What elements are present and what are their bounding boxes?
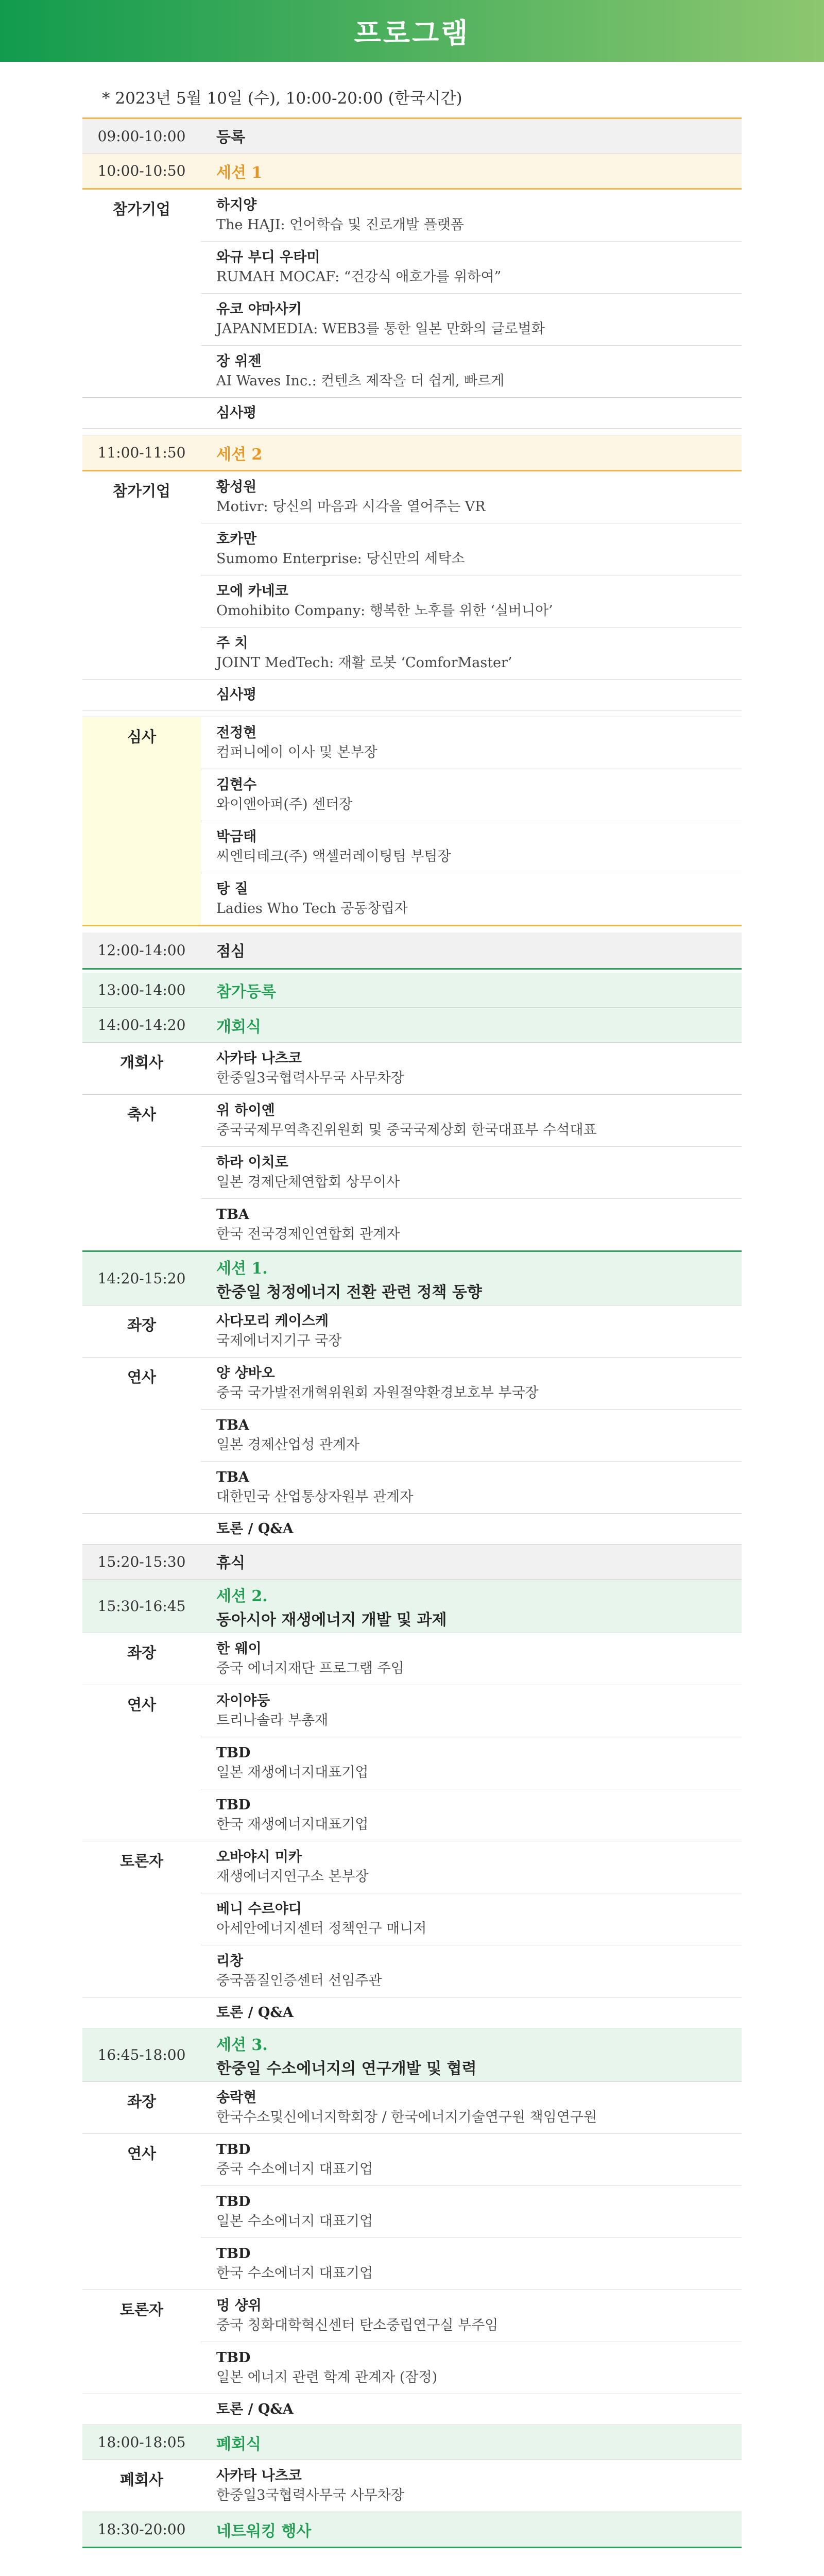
role-label: 토론자: [119, 2301, 164, 2318]
list-item: 베니 수르야디 아세안에너지센터 정책연구 매니저: [201, 1893, 742, 1945]
spacer: [82, 926, 742, 933]
list-item: 주 치 JOINT MedTech: 재활 로봇 ‘ComforMaster’: [216, 635, 512, 671]
list-item: 유코 야마사키 JAPANMEDIA: WEB3를 통한 일본 만화의 글로벌화: [201, 294, 742, 346]
role-label: 좌장: [127, 1644, 157, 1662]
session-title: 동아시아 재생에너지 개발 및 과제: [216, 1611, 447, 1629]
list-item: 하라 이치로 일본 경제단체연합회 상무이사: [201, 1147, 742, 1199]
schedule-table: [82, 117, 742, 2548]
row-networking: [82, 2512, 742, 2548]
row-qa: [82, 1514, 742, 1545]
row-session1-header: [82, 154, 742, 190]
list-item: TBD 중국 수소에너지 대표기업: [201, 2134, 742, 2186]
list-item: 자이야둥 트리나솔라 부총재: [201, 1685, 742, 1737]
list-item: 모에 카네코 Omohibito Company: 행복한 노후를 위한 ‘실버니아’: [201, 575, 742, 628]
list-item: 오바야시 미카 재생에너지연구소 본부장: [201, 1841, 742, 1893]
row-chair: [82, 1633, 742, 1685]
row-qa: [82, 1997, 742, 2028]
row-chair: [82, 2082, 742, 2134]
row-pm-session3-header: [82, 2028, 742, 2082]
role-label: 참가기업: [112, 200, 171, 218]
item-label: 참가등록: [216, 982, 276, 1001]
role-label: 개회사: [119, 1054, 164, 1071]
time-cell: 09:00-10:00: [97, 127, 186, 145]
time-cell: 18:30-20:00: [97, 2521, 186, 2538]
list-item: TBD 일본 수소에너지 대표기업: [201, 2186, 742, 2238]
role-label: 연사: [127, 1696, 157, 1714]
role-label: 연사: [127, 1368, 157, 1386]
list-item: 송락현 한국수소및신에너지학회장 / 한국에너지기술연구원 책임연구원: [216, 2090, 597, 2125]
list-item: 장 위젠 AI Waves Inc.: 컨텐츠 제작을 더 쉽게, 빠르게: [216, 353, 505, 389]
time-cell: 11:00-11:50: [97, 444, 186, 461]
list-item: 호카만 Sumomo Enterprise: 당신만의 세탁소: [201, 523, 742, 575]
row-discussants: [82, 1841, 742, 1997]
review-label: 심사평: [216, 404, 257, 421]
list-item: TBD 한국 재생에너지대표기업: [216, 1797, 369, 1833]
row-afternoon-registration: [82, 973, 742, 1008]
row-session1-review: [82, 398, 742, 429]
row-registration: [82, 117, 742, 154]
role-label: 참가기업: [112, 482, 171, 500]
session-label: 세션 3.: [216, 2036, 268, 2054]
list-item: TBD 일본 재생에너지대표기업: [201, 1737, 742, 1789]
item-label: 등록: [216, 128, 246, 146]
role-label: 폐회사: [119, 2471, 164, 2488]
list-item: 위 하이옌 중국국제무역촉진위원회 및 중국국제상회 한국대표부 수석대표: [201, 1095, 742, 1147]
row-opening-header: [82, 1008, 742, 1043]
time-cell: 14:20-15:20: [97, 1270, 186, 1287]
session-label: 세션 2: [216, 445, 263, 464]
list-item: 멍 샹위 중국 칭화대학혁신센터 탄소중립연구실 부주임: [201, 2290, 742, 2342]
list-item: 리창 중국품질인증센터 선임주관: [216, 1953, 382, 1989]
row-lunch: [82, 933, 742, 970]
list-item: 사카타 나츠코 한중일3국협력사무국 사무차장: [216, 1050, 404, 1086]
list-item: TBA 대한민국 산업통상자원부 관계자: [216, 1469, 414, 1505]
session-label: 폐회식: [216, 2435, 261, 2453]
list-item: 김현수 와이앤아퍼(주) 센터장: [201, 769, 742, 821]
time-cell: 15:30-16:45: [97, 1598, 186, 1615]
list-item: 와규 부디 우타미 RUMAH MOCAF: “건강식 애호가를 위하여”: [201, 242, 742, 294]
row-pm-session1-header: [82, 1252, 742, 1306]
event-date: * 2023년 5월 10일 (수), 10:00-20:00 (한국시간): [102, 89, 462, 108]
row-session1-participants: [82, 190, 742, 398]
list-item: 황성원 Motivr: 당신의 마음과 시각을 열어주는 VR: [201, 471, 742, 523]
list-item: TBD 한국 수소에너지 대표기업: [216, 2246, 373, 2281]
row-qa: [82, 2394, 742, 2425]
row-opening-remarks: [82, 1043, 742, 1095]
time-cell: 14:00-14:20: [97, 1016, 186, 1033]
time-cell: 12:00-14:00: [97, 942, 186, 959]
session-title: 한중일 청정에너지 전환 관련 정책 동향: [216, 1283, 482, 1301]
qa-label: 토론 / Q&A: [216, 2004, 294, 2021]
list-item: 한 웨이 중국 에너지재단 프로그램 주임: [216, 1641, 404, 1676]
list-item: TBA 일본 경제산업성 관계자: [201, 1410, 742, 1462]
session-label: 세션 2.: [216, 1587, 268, 1605]
time-cell: 15:20-15:30: [97, 1553, 186, 1570]
role-label: 토론자: [119, 1852, 164, 1870]
row-speakers: [82, 1358, 742, 1514]
session-title: 한중일 수소에너지의 연구개발 및 협력: [216, 2059, 477, 2078]
time-cell: 13:00-14:00: [97, 981, 186, 998]
row-pm-session2-header: [82, 1580, 742, 1633]
row-closing-remarks: [82, 2460, 742, 2512]
session-label: 개회식: [216, 1018, 261, 1036]
item-label: 휴식: [216, 1554, 246, 1571]
list-item: 사다모리 케이스케 국제에너지기구 국장: [216, 1313, 342, 1349]
row-session2-header: [82, 435, 742, 471]
session-label: 세션 1: [216, 163, 263, 182]
list-item: 양 샹바오 중국 국가발전개혁위원회 자원절약환경보호부 부국장: [201, 1358, 742, 1410]
row-judges: [82, 717, 742, 926]
list-item: 박금태 씨엔티테크(주) 액셀러레이팅팀 부팀장: [201, 821, 742, 873]
qa-label: 토론 / Q&A: [216, 1520, 294, 1537]
row-speakers: [82, 1685, 742, 1841]
time-cell: 10:00-10:50: [97, 162, 186, 179]
row-closing-header: [82, 2425, 742, 2460]
divider: [82, 429, 742, 435]
time-cell: 16:45-18:00: [97, 2046, 186, 2063]
row-congratulatory: [82, 1095, 742, 1252]
row-chair: [82, 1306, 742, 1358]
row-session2-participants: [82, 471, 742, 680]
divider: [82, 710, 742, 717]
time-cell: 18:00-18:05: [97, 2434, 186, 2451]
role-label: 축사: [127, 1106, 157, 1123]
page-header: [0, 0, 824, 62]
role-label: 심사: [127, 728, 157, 745]
row-session2-review: [82, 680, 742, 710]
page-title: 프로그램: [354, 16, 470, 49]
list-item: 탕 질 Ladies Who Tech 공동창립자: [216, 881, 408, 917]
list-item: TBD 일본 에너지 관련 학계 관계자 (잠정): [216, 2350, 438, 2385]
row-speakers: [82, 2134, 742, 2290]
role-label: 좌장: [127, 2093, 157, 2110]
list-item: 하지양 The HAJI: 언어학습 및 진로개발 플랫폼: [201, 190, 742, 242]
review-label: 심사평: [216, 686, 257, 703]
item-label: 점심: [216, 942, 246, 960]
role-label: 연사: [127, 2145, 157, 2162]
session-label: 세션 1.: [216, 1259, 268, 1278]
list-item: 사카타 나츠코 한중일3국협력사무국 사무차장: [216, 2468, 404, 2503]
session-label: 네트워킹 행사: [216, 2522, 312, 2540]
role-label: 좌장: [127, 1316, 157, 1334]
qa-label: 토론 / Q&A: [216, 2401, 294, 2417]
row-discussants: [82, 2290, 742, 2394]
list-item: TBA 한국 전국경제인연합회 관계자: [216, 1207, 400, 1242]
row-break: [82, 1545, 742, 1580]
list-item: 전정현 컴퍼니에이 이사 및 본부장: [201, 717, 742, 769]
